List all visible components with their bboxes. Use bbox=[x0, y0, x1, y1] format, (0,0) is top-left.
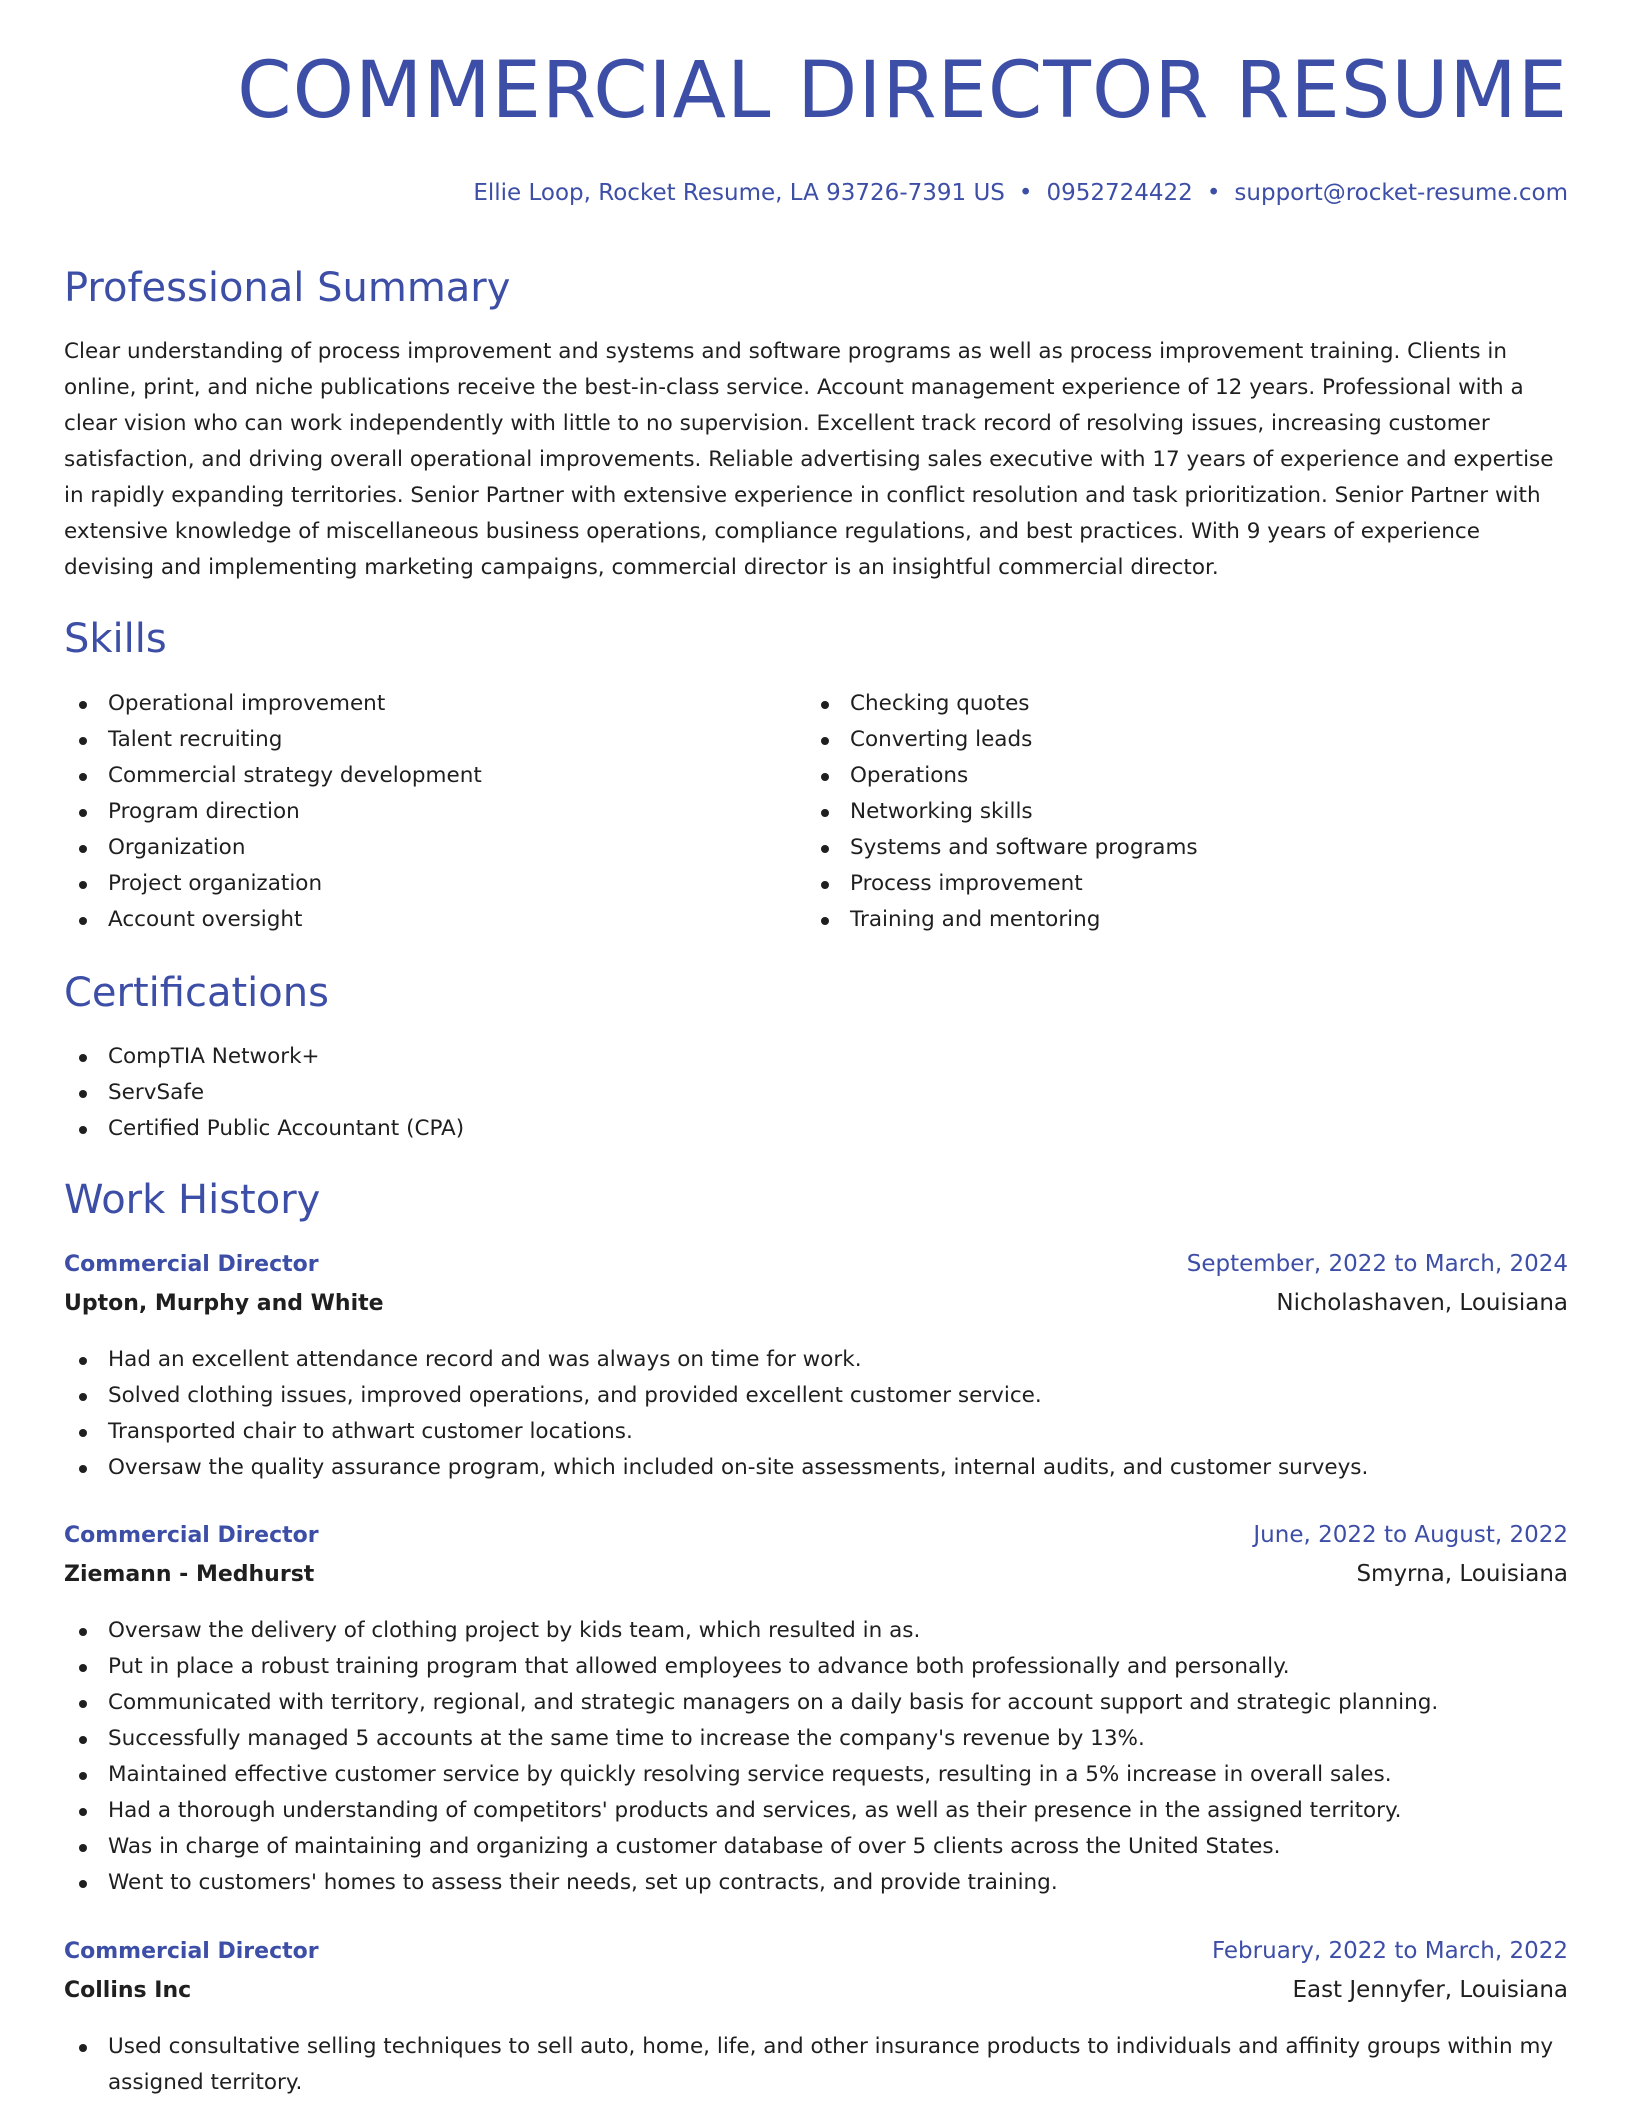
skill-item: Process improvement bbox=[806, 866, 1198, 902]
contact-email[interactable]: support@rocket-resume.com bbox=[1234, 180, 1568, 206]
job-bullet: Had a thorough understanding of competitors' products and services, as well as their presence in the assigned territory. bbox=[64, 1793, 1438, 1829]
skill-item: Program direction bbox=[64, 794, 482, 830]
skill-item: Training and mentoring bbox=[806, 902, 1198, 938]
skill-item: Talent recruiting bbox=[64, 722, 482, 758]
job-bullet: Used consultative selling techniques to sell auto, home, life, and other insurance products to individuals and affinity groups within my assigned territory. bbox=[64, 2029, 1568, 2101]
certification-item: Certified Public Accountant (CPA) bbox=[64, 1111, 464, 1147]
skill-item: Operations bbox=[806, 758, 1198, 794]
resume-title: COMMERCIAL DIRECTOR RESUME bbox=[237, 46, 1568, 136]
job-bullet: Oversaw the quality assurance program, which included on-site assessments, internal audits, and customer surveys. bbox=[64, 1450, 1368, 1486]
skills-list-left bbox=[64, 686, 482, 938]
job-company: Upton, Murphy and White bbox=[64, 1291, 384, 1316]
job-title: Commercial Director bbox=[64, 1252, 319, 1277]
work-history-heading: Work History bbox=[64, 1177, 321, 1223]
skill-item: Systems and software programs bbox=[806, 830, 1198, 866]
job-bullet: Transported chair to athwart customer locations. bbox=[64, 1414, 1368, 1450]
skill-item: Checking quotes bbox=[806, 686, 1198, 722]
certifications-heading: Certifications bbox=[64, 970, 329, 1016]
skill-item: Operational improvement bbox=[64, 686, 482, 722]
contact-address: Ellie Loop, Rocket Resume, LA 93726-7391 US bbox=[473, 180, 1005, 206]
job-bullet: Was in charge of maintaining and organizing a customer database of over 5 clients across the United States. bbox=[64, 1829, 1438, 1865]
skill-item: Account oversight bbox=[64, 902, 482, 938]
contact-separator: • bbox=[1206, 180, 1221, 206]
job-location: Nicholashaven, Louisiana bbox=[1276, 1290, 1568, 1316]
job-bullet: Went to customers' homes to assess their needs, set up contracts, and provide training. bbox=[64, 1865, 1438, 1901]
job-bullet: Had an excellent attendance record and was always on time for work. bbox=[64, 1342, 1368, 1378]
contact-line bbox=[473, 180, 1568, 206]
skills-heading: Skills bbox=[64, 616, 167, 662]
contact-separator: • bbox=[1018, 180, 1033, 206]
job-company: Collins Inc bbox=[64, 1978, 192, 2003]
skill-item: Converting leads bbox=[806, 722, 1198, 758]
job-title: Commercial Director bbox=[64, 1523, 319, 1548]
summary-text: Clear understanding of process improvement and systems and software programs as well as process improvement training. Clients in online, print, and niche publications receive the best-in-class service. Account management experience of 12 years. Professional with a clear vision who can work independently with little to no supervision. Excellent track record of resolving issues, increasing customer satisfaction, and driving overall operational improvements. Reliable advertising sales executive with 17 years of experience and expertise in rapidly expanding territories. Senior Partner with extensive experience in conflict resolution and task prioritization. Senior Partner with extensive knowledge of miscellaneous business operations, compliance regulations, and best practices. With 9 years of experience devising and implementing marketing campaigns, commercial director is an insightful commercial director. bbox=[64, 339, 1554, 580]
skill-item: Organization bbox=[64, 830, 482, 866]
contact-phone: 0952724422 bbox=[1046, 180, 1193, 206]
skill-item: Networking skills bbox=[806, 794, 1198, 830]
skill-item: Project organization bbox=[64, 866, 482, 902]
job-bullet: Solved clothing issues, improved operations, and provided excellent customer service. bbox=[64, 1378, 1368, 1414]
job-bullet: Communicated with territory, regional, and strategic managers on a daily basis for account support and strategic planning. bbox=[64, 1685, 1438, 1721]
certifications-list bbox=[64, 1039, 464, 1147]
job-bullet: Put in place a robust training program that allowed employees to advance both professionally and personally. bbox=[64, 1649, 1438, 1685]
job-bullets bbox=[64, 1613, 1438, 1901]
certification-item: ServSafe bbox=[64, 1075, 464, 1111]
job-dates: February, 2022 to March, 2022 bbox=[1211, 1938, 1568, 1964]
job-bullets bbox=[64, 1342, 1368, 1486]
job-title: Commercial Director bbox=[64, 1939, 319, 1964]
certification-item: CompTIA Network+ bbox=[64, 1039, 464, 1075]
job-bullet: Successfully managed 5 accounts at the same time to increase the company's revenue by 13%. bbox=[64, 1721, 1438, 1757]
job-bullet: Maintained effective customer service by quickly resolving service requests, resulting in a 5% increase in overall sales. bbox=[64, 1757, 1438, 1793]
skills-list-right bbox=[806, 686, 1198, 938]
job-bullet: Oversaw the delivery of clothing project by kids team, which resulted in as. bbox=[64, 1613, 1438, 1649]
skill-item: Commercial strategy development bbox=[64, 758, 482, 794]
job-location: Smyrna, Louisiana bbox=[1356, 1561, 1568, 1587]
summary-heading: Professional Summary bbox=[64, 265, 511, 311]
job-dates: June, 2022 to August, 2022 bbox=[1253, 1522, 1568, 1548]
job-location: East Jennyfer, Louisiana bbox=[1292, 1977, 1568, 2003]
job-company: Ziemann - Medhurst bbox=[64, 1562, 315, 1587]
job-dates: September, 2022 to March, 2024 bbox=[1186, 1251, 1568, 1277]
job-bullets bbox=[64, 2029, 1568, 2101]
